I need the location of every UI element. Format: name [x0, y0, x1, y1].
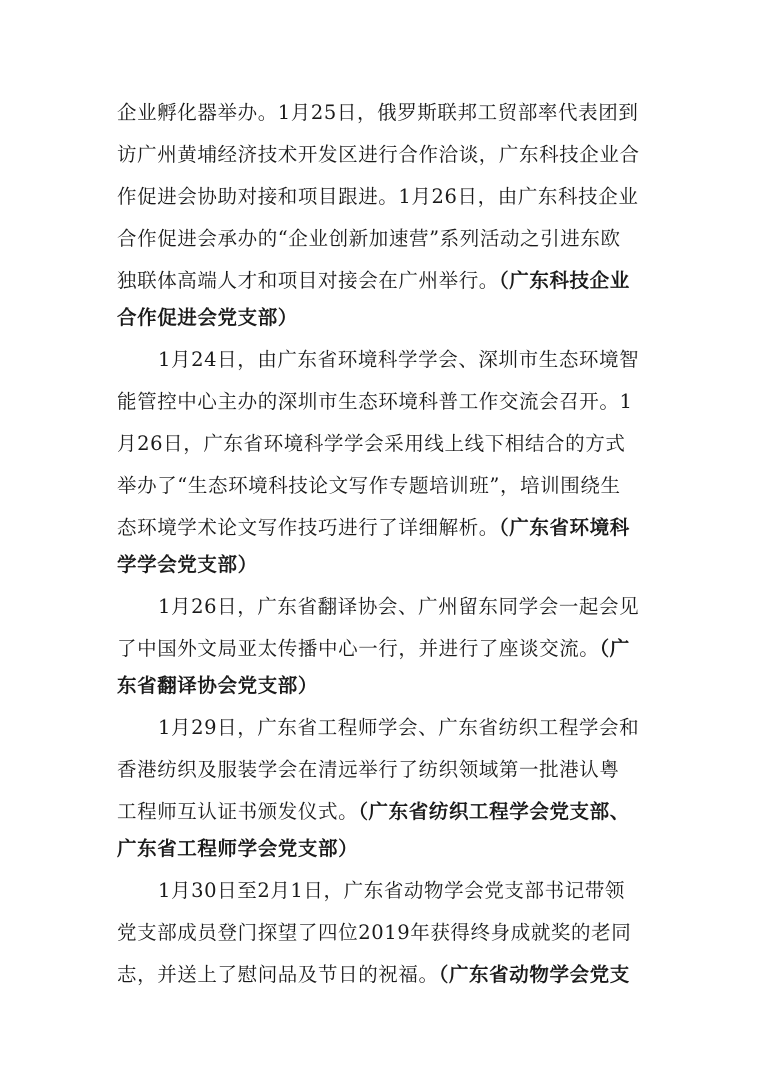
- text-line: [117, 757, 657, 783]
- attribution-text: 广东省工程师学会党支部）: [117, 837, 359, 860]
- text-line: [117, 226, 657, 252]
- line-text: 企业孵化器举办。1月25日，俄罗斯联邦工贸部率代表团到: [117, 101, 639, 124]
- line-text: 志，并送上了慰问品及节日的祝福。: [117, 963, 439, 986]
- attribution-text: 合作促进会党支部）: [117, 306, 298, 329]
- line-text: 独联体高端人才和项目对接会在广州举行。: [117, 269, 499, 292]
- line-text: 1月24日，由广东省环境科学学会、深圳市生态环境智: [158, 348, 640, 371]
- line-text: 1月29日，广东省工程师学会、广东省纺织工程学会和: [158, 716, 640, 739]
- text-line: [117, 100, 657, 126]
- line-text: 党支部成员登门探望了四位2019年获得终身成就奖的老同: [117, 921, 632, 944]
- attribution-text: （广: [599, 637, 630, 660]
- line-text: 能管控中心主办的深圳市生态环境科普工作交流会召开。1: [117, 390, 633, 413]
- text-line: [117, 431, 657, 457]
- attribution-text: （广东科技企业: [498, 269, 630, 292]
- text-line: [117, 836, 657, 862]
- text-line: [117, 920, 657, 946]
- line-text: 举办了“生态环境科技论文写作专题培训班”，培训围绕生: [117, 474, 621, 497]
- text-line: [117, 552, 657, 578]
- text-line: [117, 142, 657, 168]
- line-text: 工程师互认证书颁发仪式。: [117, 800, 359, 823]
- line-text: 作促进会协助对接和项目跟进。1月26日，由广东科技企业: [117, 185, 639, 208]
- line-text: 1月30日至2月1日，广东省动物学会党支部书记带领: [158, 879, 626, 902]
- line-text: 月26日，广东省环境科学学会采用线上线下相结合的方式: [117, 432, 626, 455]
- attribution-text: 东省翻译协会党支部）: [117, 674, 319, 697]
- text-line: [117, 389, 657, 415]
- paragraph-first-line: [158, 594, 658, 620]
- paragraph-first-line: [158, 878, 658, 904]
- attribution-text: 学学会党支部）: [117, 553, 258, 576]
- attribution-text: （广东省动物学会党支: [438, 963, 630, 986]
- text-line: [117, 673, 657, 699]
- line-text: 了中国外文局亚太传播中心一行，并进行了座谈交流。: [117, 637, 600, 660]
- text-line: [117, 268, 657, 294]
- text-line: [117, 636, 657, 662]
- paragraph-first-line: [158, 347, 658, 373]
- line-text: 合作促进会承办的“企业创新加速营”系列活动之引进东欧: [117, 227, 621, 250]
- attribution-text: （广东省环境科: [498, 516, 630, 539]
- text-line: [117, 184, 657, 210]
- text-line: [117, 473, 657, 499]
- line-text: 访广州黄埔经济技术开发区进行合作洽谈，广东科技企业合: [117, 143, 640, 166]
- text-line: [117, 515, 657, 541]
- line-text: 香港纺织及服装学会在清远举行了纺织领域第一批港认粤: [117, 758, 620, 781]
- line-text: 1月26日，广东省翻译协会、广州留东同学会一起会见: [158, 595, 640, 618]
- line-text: 态环境学术论文写作技巧进行了详细解析。: [117, 516, 499, 539]
- text-line: [117, 799, 657, 825]
- attribution-text: （广东省纺织工程学会党支部、: [358, 800, 630, 823]
- paragraph-first-line: [158, 715, 658, 741]
- text-line: [117, 305, 657, 331]
- text-line: [117, 962, 657, 988]
